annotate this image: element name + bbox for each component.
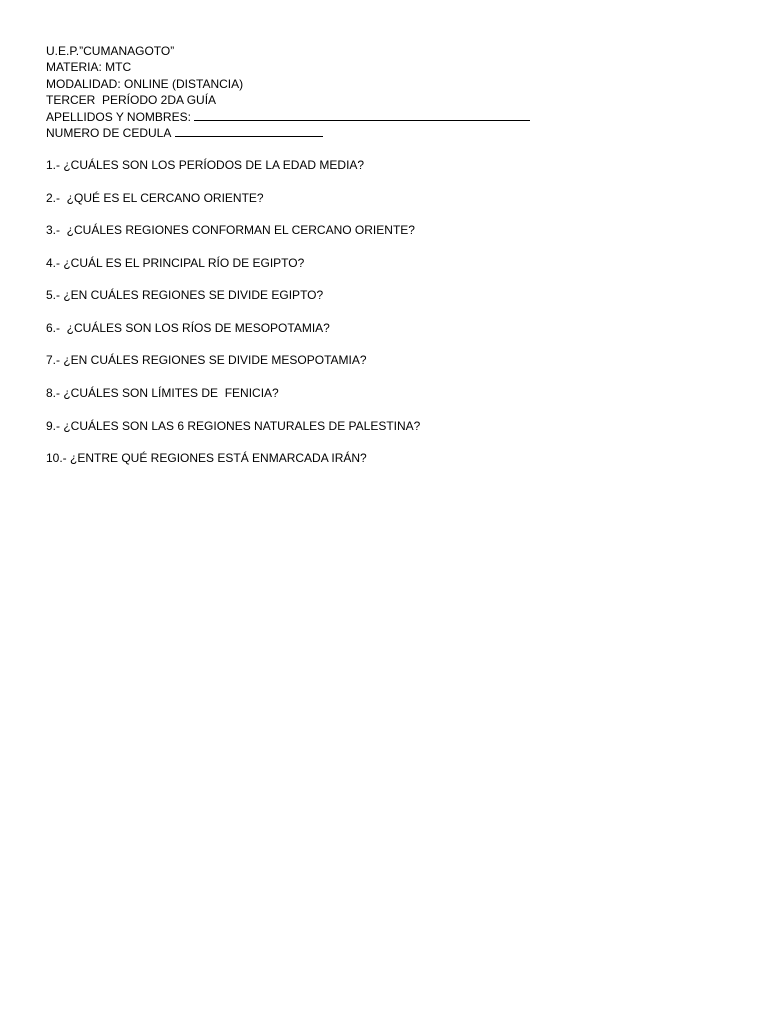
names-blank-line[interactable] <box>194 109 530 121</box>
question-item: 10.- ¿ENTRE QUÉ REGIONES ESTÁ ENMARCADA IRÁN? <box>46 451 367 466</box>
question-item: 1.- ¿CUÁLES SON LOS PERÍODOS DE LA EDAD MEDIA? <box>46 158 365 172</box>
school-name: U.E.P.”CUMANAGOTO” <box>46 44 175 58</box>
question-item: 6.- ¿CUÁLES SON LOS RÍOS DE MESOPOTAMIA? <box>46 320 330 335</box>
id-label: NUMERO DE CEDULA <box>46 125 172 140</box>
period-line: TERCER PERÍODO 2DA GUÍA <box>46 93 217 108</box>
id-row <box>46 125 530 141</box>
subject-line: MATERIA: MTC <box>46 60 132 75</box>
question-list <box>46 157 420 483</box>
question-item: 5.- ¿EN CUÁLES REGIONES SE DIVIDE EGIPTO? <box>46 288 324 303</box>
id-blank-line[interactable] <box>175 125 323 137</box>
question-item: 2.- ¿QUÉ ES EL CERCANO ORIENTE? <box>46 190 264 205</box>
question-item: 8.- ¿CUÁLES SON LÍMITES DE FENICIA? <box>46 386 279 401</box>
question-item: 7.- ¿EN CUÁLES REGIONES SE DIVIDE MESOPOTAMIA? <box>46 353 367 368</box>
question-item: 9.- ¿CUÁLES SON LAS 6 REGIONES NATURALES DE PALESTINA? <box>46 418 421 433</box>
names-label: APELLIDOS Y NOMBRES: <box>46 109 191 124</box>
question-item: 3.- ¿CUÁLES REGIONES CONFORMAN EL CERCANO ORIENTE? <box>46 223 415 238</box>
modality-line: MODALIDAD: ONLINE (DISTANCIA) <box>46 76 244 91</box>
names-row <box>46 109 530 125</box>
worksheet-header <box>46 43 530 141</box>
question-item: 4.- ¿CUÁL ES EL PRINCIPAL RÍO DE EGIPTO? <box>46 255 305 270</box>
